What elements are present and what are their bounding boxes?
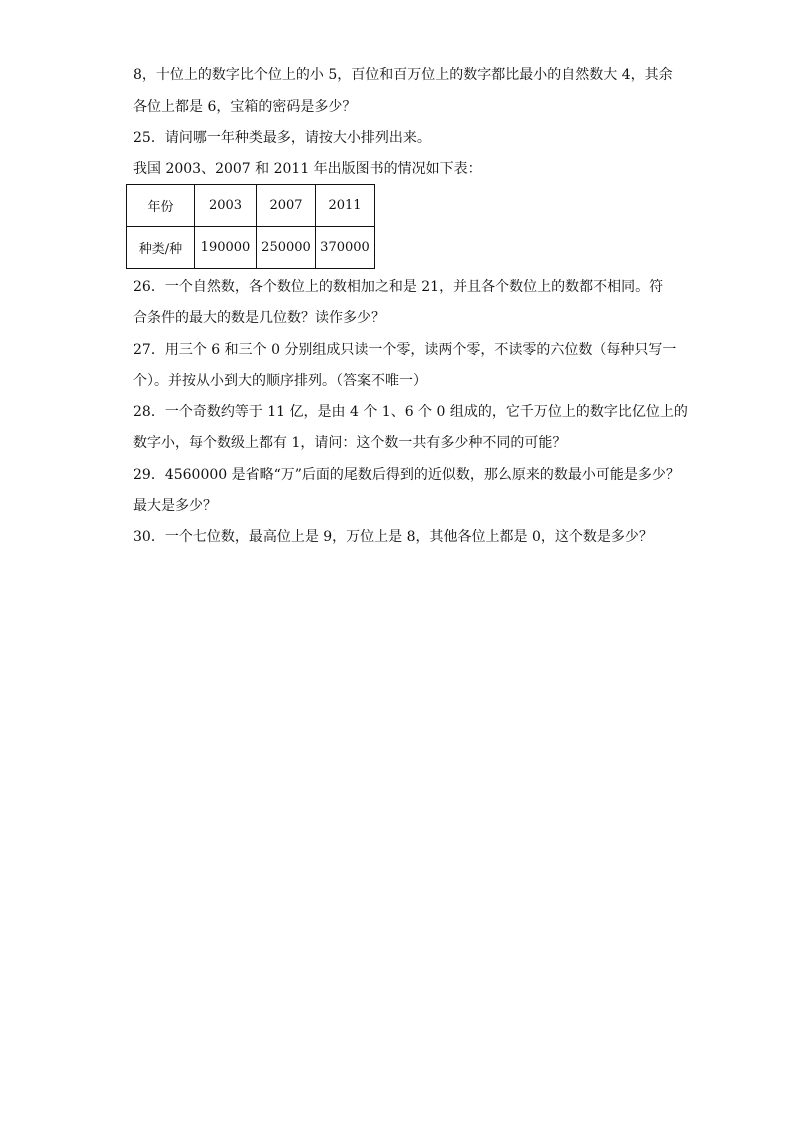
table-caption: 我国 2003、2007 和 2011 年出版图书的情况如下表：: [133, 161, 482, 177]
problem-29-line-2: 最大是多少？: [133, 498, 217, 514]
problem-27-line-2: 个）。并按从小到大的顺序排列。（答案不唯一）: [133, 373, 427, 389]
problem-29-line-1: 29．4560000 是省略“万”后面的尾数后得到的近似数，那么原来的数最小可能是多少？: [133, 467, 680, 483]
problem-28-line-1: 28．一个奇数约等于 11 亿，是由 4 个 1、6 个 0 组成的，它千万位上的数字比亿位上的: [133, 404, 688, 420]
table-header-cell: 2003: [195, 185, 257, 227]
table-header-cell: 2011: [316, 185, 375, 227]
table-cell: 190000: [195, 227, 257, 269]
problem-26-line-2: 合条件的最大的数是几位数？读作多少？: [133, 310, 385, 326]
table-header-cell: 年份: [127, 185, 195, 227]
problem-26-line-1: 26．一个自然数，各个数位上的数相加之和是 21，并且各个数位上的数都不相同。符: [133, 279, 664, 295]
table-cell: 250000: [257, 227, 316, 269]
problem-27-line-1: 27．用三个 6 和三个 0 分别组成只读一个零，读两个零，不读零的六位数（每种只写一: [133, 342, 677, 358]
table-row-label: 种类/种: [127, 227, 195, 269]
problem-24-line-2: 各位上都是 6，宝箱的密码是多少？: [133, 99, 357, 115]
table-header-row: [127, 185, 375, 227]
problem-30-question: 30．一个七位数，最高位上是 9，万位上是 8，其他各位上都是 0，这个数是多少？: [133, 529, 653, 545]
table-cell: 370000: [316, 227, 375, 269]
problem-28-line-2: 数字小，每个数级上都有 1，请问：这个数一共有多少种不同的可能？: [133, 435, 567, 451]
book-publishing-table: [126, 184, 375, 269]
problem-24-line-1: 8，十位上的数字比个位上的小 5，百位和百万位上的数字都比最小的自然数大 4，其余: [133, 67, 673, 83]
table-header-cell: 2007: [257, 185, 316, 227]
problem-25-question: 25．请问哪一年种类最多，请按大小排列出来。: [133, 130, 431, 146]
table-row: [127, 227, 375, 269]
